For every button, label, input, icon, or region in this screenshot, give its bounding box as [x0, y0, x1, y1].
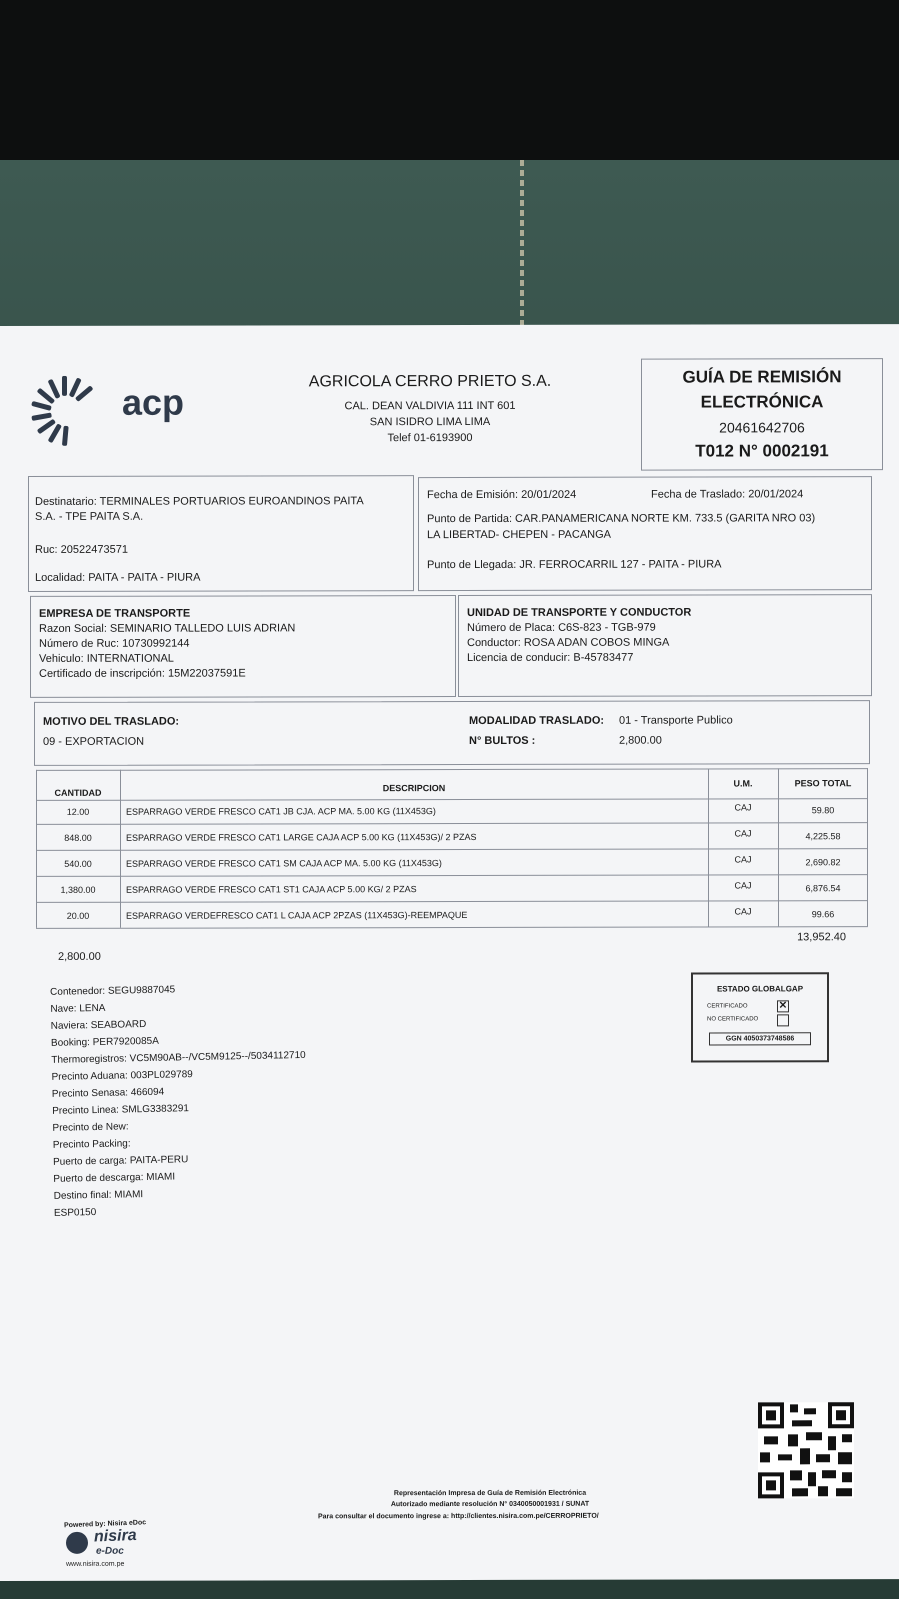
- footer-site: www.nisira.com.pe: [66, 1560, 125, 1568]
- modalidad-value: 01 - Transporte Publico: [619, 714, 733, 727]
- company-phone: Telef 01-6193900: [387, 432, 473, 445]
- fecha-emision: Fecha de Emisión: 20/01/2024: [427, 488, 577, 502]
- unidad-title: UNIDAD DE TRANSPORTE Y CONDUCTOR: [467, 606, 692, 620]
- destinatario-line-2: S.A. - TPE PAITA S.A.: [35, 510, 144, 523]
- header-cantidad: CANTIDAD: [54, 787, 102, 798]
- detail-puerto-carga: Puerto de carga: PAITA-PERU: [52, 1154, 189, 1168]
- cell-um: CAJ: [734, 802, 752, 813]
- table-row: [36, 902, 868, 928]
- detail-precinto-linea: Precinto Linea: SMLG3383291: [52, 1103, 190, 1117]
- guia-ruc: 20461642706: [719, 419, 805, 436]
- no-certificado-checkbox: [777, 1014, 789, 1026]
- transporte-ruc: Número de Ruc: 10730992144: [39, 637, 190, 650]
- motivo-value: 09 - EXPORTACION: [43, 735, 145, 748]
- footer-line-2: Autorizado mediante resolución N° 0340050001931 / SUNAT: [390, 1500, 590, 1509]
- detail-nave: Nave: LENA: [50, 1002, 106, 1015]
- transporte-vehiculo: Vehiculo: INTERNATIONAL: [39, 652, 174, 665]
- transporte-title: EMPRESA DE TRANSPORTE: [39, 607, 191, 620]
- acp-logo-icon: [26, 376, 106, 446]
- bultos-label: N° BULTOS :: [469, 734, 536, 748]
- unidad-licencia: Licencia de conducir: B-45783477: [467, 651, 634, 665]
- destinatario-box: [28, 475, 414, 592]
- footer-brand-sub: e-Doc: [96, 1545, 124, 1557]
- detail-code: ESP0150: [53, 1207, 97, 1219]
- detail-destino-final: Destino final: MIAMI: [53, 1189, 144, 1202]
- transporte-certificado: Certificado de inscripción: 15M22037591E: [39, 667, 246, 680]
- modalidad-label: MODALIDAD TRASLADO:: [469, 714, 605, 728]
- document-sheet: [0, 324, 899, 1581]
- globalgap-certificado-label: CERTIFICADO: [707, 1003, 748, 1010]
- detail-thermoregistros: Thermoregistros: VC5M90AB--/VC5M9125--/5034112710: [51, 1049, 306, 1066]
- guia-title-1: GUÍA DE REMISIÓN: [682, 367, 842, 387]
- unidad-placa: Número de Placa: C6S-823 - TGB-979: [467, 621, 656, 635]
- company-logo-text: acp: [122, 381, 185, 423]
- globalgap-ggn: GGN 4050373748586: [709, 1032, 811, 1045]
- detail-precinto-aduana: Precinto Aduana: 003PL029789: [51, 1069, 193, 1083]
- punto-llegada: Punto de Llegada: JR. FERROCARRIL 127 - PAITA - PIURA: [427, 558, 722, 572]
- footer-powered: Powered by: Nisira eDoc: [63, 1519, 147, 1530]
- transporte-box: [30, 595, 456, 698]
- bultos-value: 2,800.00: [619, 734, 662, 747]
- nisira-logo-icon: [66, 1532, 88, 1554]
- destinatario-localidad: Localidad: PAITA - PAITA - PIURA: [35, 571, 201, 584]
- guia-box: [641, 358, 883, 471]
- punto-partida-2: LA LIBERTAD- CHEPEN - PACANGA: [427, 528, 611, 542]
- cell-peso: 99.66: [811, 909, 835, 920]
- unidad-box: [458, 594, 872, 697]
- cell-um: CAJ: [734, 906, 752, 917]
- detail-naviera: Naviera: SEABOARD: [50, 1019, 147, 1032]
- detail-precinto-packing: Precinto Packing:: [52, 1138, 131, 1151]
- cell-um: CAJ: [734, 880, 752, 891]
- cell-cantidad: 12.00: [66, 806, 90, 817]
- shipping-details: [50, 978, 474, 1224]
- company-address-2: SAN ISIDRO LIMA LIMA: [369, 415, 491, 429]
- total-cantidad: 2,800.00: [58, 950, 101, 963]
- cell-descripcion: ESPARRAGO VERDE FRESCO CAT1 LARGE CAJA ACP 5.00 KG (11X453G)/ 2 PZAS: [126, 832, 477, 843]
- detail-precinto-senasa: Precinto Senasa: 466094: [51, 1086, 165, 1100]
- fecha-traslado: Fecha de Traslado: 20/01/2024: [651, 488, 804, 501]
- footer-line-3: Para consultar el documento ingrese a: http://clientes.nisira.com.pe/CERROPRIETO/: [318, 1512, 599, 1521]
- punto-partida-1: Punto de Partida: CAR.PANAMERICANA NORTE KM. 733.5 (GARITA NRO 03): [427, 512, 816, 526]
- seat-stitching: [520, 160, 524, 330]
- motivo-box: [34, 700, 870, 766]
- cell-cantidad: 20.00: [66, 910, 90, 921]
- destinatario-ruc: Ruc: 20522473571: [35, 543, 128, 556]
- unidad-conductor: Conductor: ROSA ADAN COBOS MINGA: [467, 636, 670, 650]
- guia-title-2: ELECTRÓNICA: [700, 392, 824, 412]
- cell-descripcion: ESPARRAGO VERDE FRESCO CAT1 ST1 CAJA ACP 5.00 KG/ 2 PZAS: [126, 884, 417, 895]
- cell-cantidad: 848.00: [64, 832, 92, 843]
- transporte-razon: Razon Social: SEMINARIO TALLEDO LUIS ADRIAN: [39, 622, 296, 635]
- header-peso: PESO TOTAL: [794, 778, 852, 789]
- qr-code-icon: [758, 1402, 854, 1498]
- cell-um: CAJ: [734, 828, 752, 839]
- globalgap-no-certificado-label: NO CERTIFICADO: [707, 1016, 759, 1023]
- company-name: AGRICOLA CERRO PRIETO S.A.: [308, 372, 552, 391]
- cell-cantidad: 540.00: [64, 858, 92, 869]
- globalgap-box: [691, 972, 829, 1062]
- table-row: [36, 798, 868, 824]
- detail-booking: Booking: PER7920085A: [50, 1035, 159, 1049]
- cell-descripcion: ESPARRAGO VERDE FRESCO CAT1 SM CAJA ACP MA. 5.00 KG (11X453G): [126, 858, 442, 869]
- footer-brand: nisira: [93, 1526, 137, 1546]
- table-row: [36, 824, 868, 850]
- footer-line-1: Representación Impresa de Guía de Remisión Electrónica: [393, 1489, 587, 1498]
- cell-peso: 59.80: [811, 805, 835, 816]
- detail-puerto-descarga: Puerto de descarga: MIAMI: [53, 1171, 176, 1185]
- certificado-checkbox: ✕: [778, 1000, 788, 1012]
- cell-descripcion: ESPARRAGO VERDE FRESCO CAT1 JB CJA. ACP MA. 5.00 KG (11X453G): [126, 806, 436, 817]
- motivo-title: MOTIVO DEL TRASLADO:: [43, 715, 180, 728]
- cell-descripcion: ESPARRAGO VERDEFRESCO CAT1 L CAJA ACP 2PZAS (11X453G)-REEMPAQUE: [126, 910, 468, 921]
- fechas-box: [418, 476, 872, 591]
- detail-precinto-new: Precinto de New:: [52, 1121, 129, 1134]
- destinatario-line-1: Destinatario: TERMINALES PORTUARIOS EUROANDINOS PAITA: [35, 495, 364, 508]
- globalgap-title: ESTADO GLOBALGAP: [716, 984, 804, 994]
- header-descripcion: DESCRIPCION: [382, 783, 446, 794]
- table-row: [36, 876, 868, 902]
- header-um: U.M.: [733, 778, 753, 789]
- table-row: [36, 850, 868, 876]
- detail-contenedor: Contenedor: SEGU9887045: [50, 984, 176, 998]
- items-table: [36, 768, 868, 940]
- cell-um: CAJ: [734, 854, 752, 865]
- cell-cantidad: 1,380.00: [60, 884, 96, 895]
- cell-peso: 4,225.58: [805, 831, 841, 842]
- total-peso: 13,952.40: [797, 931, 846, 944]
- cell-peso: 6,876.54: [805, 883, 841, 894]
- guia-number: T012 N° 0002191: [695, 441, 829, 461]
- company-address-1: CAL. DEAN VALDIVIA 111 INT 601: [344, 399, 516, 413]
- cell-peso: 2,690.82: [805, 857, 841, 868]
